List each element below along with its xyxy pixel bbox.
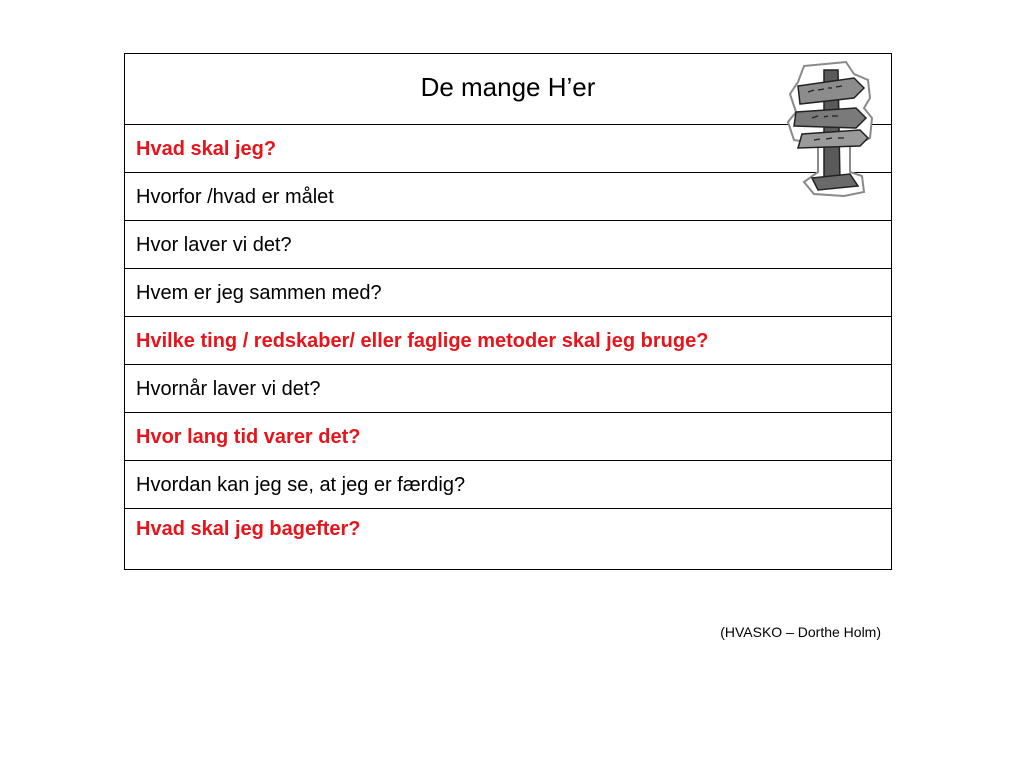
table-row [125, 173, 892, 221]
credit-text: (HVASKO – Dorthe Holm) [720, 624, 881, 640]
table-row [125, 365, 892, 413]
question-cell: Hvornår laver vi det? [125, 365, 892, 413]
table-header-row [125, 54, 892, 125]
table-row [125, 509, 892, 570]
table-title: De mange H’er [125, 54, 892, 125]
table-row [125, 221, 892, 269]
table-row [125, 125, 892, 173]
table-row [125, 269, 892, 317]
signpost-icon [784, 60, 876, 198]
question-cell: Hvem er jeg sammen med? [125, 269, 892, 317]
table-row [125, 413, 892, 461]
question-cell: Hvad skal jeg? [125, 125, 892, 173]
questions-table [124, 53, 892, 570]
question-cell: Hvad skal jeg bagefter? [125, 509, 892, 570]
question-cell: Hvordan kan jeg se, at jeg er færdig? [125, 461, 892, 509]
question-cell: Hvor lang tid varer det? [125, 413, 892, 461]
table-row [125, 317, 892, 365]
question-cell: Hvilke ting / redskaber/ eller faglige metoder skal jeg bruge? [125, 317, 892, 365]
question-cell: Hvor laver vi det? [125, 221, 892, 269]
question-cell: Hvorfor /hvad er målet [125, 173, 892, 221]
table-row [125, 461, 892, 509]
